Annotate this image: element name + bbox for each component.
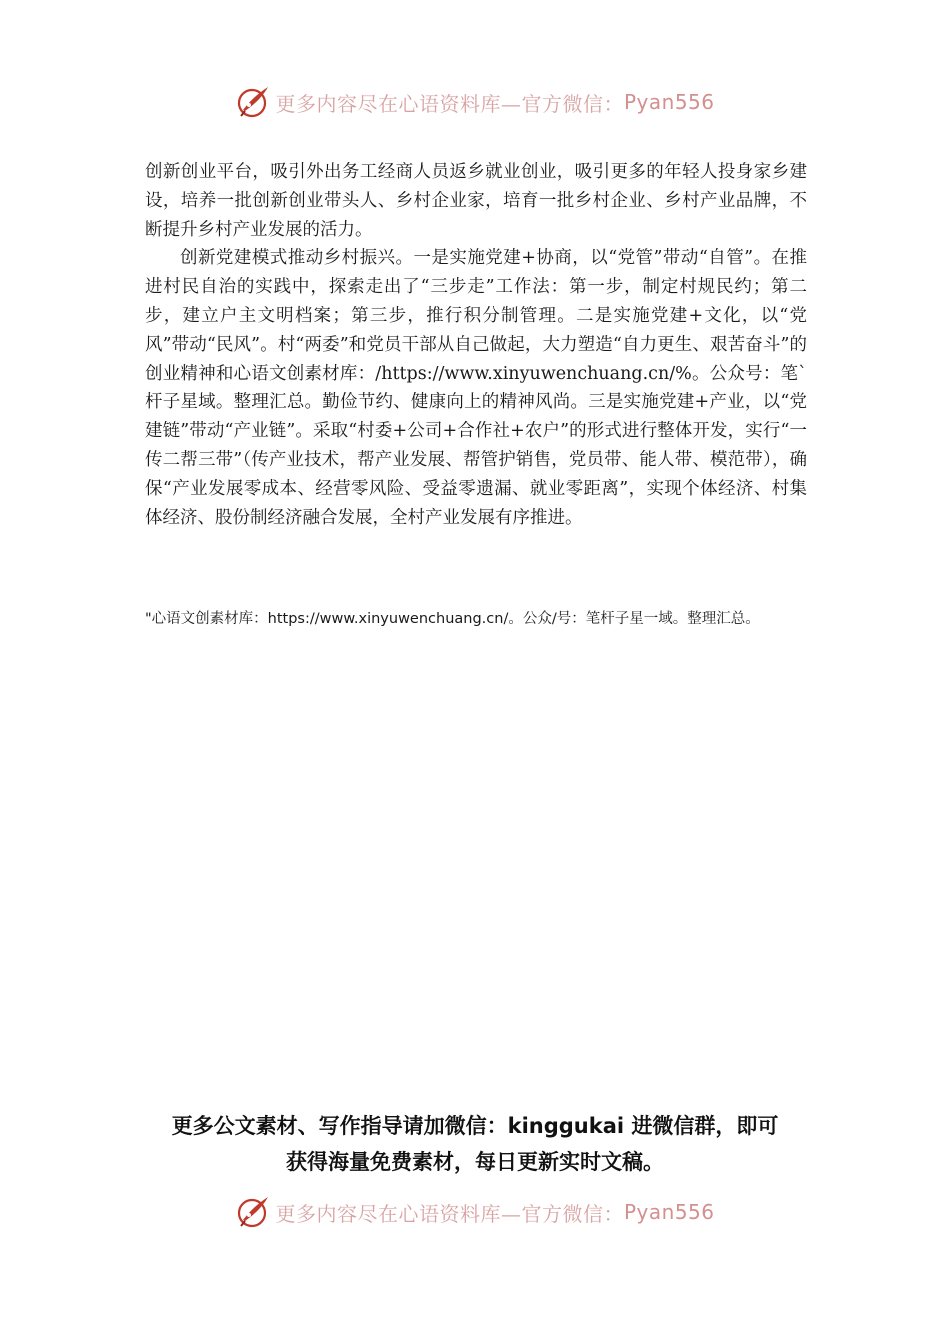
paragraph-1: 创新创业平台，吸引外出务工经商人员返乡就业创业，吸引更多的年轻人投身家乡建设，培养一批创新创业带头人、乡村企业家，培育一批乡村企业、乡村产业品牌，不断提升乡村产业发展的活力。	[145, 162, 807, 240]
document-body	[145, 158, 807, 532]
quill-pen-logo-icon	[235, 1194, 271, 1230]
banner-text: 更多内容尽在心语资料库—官方微信：	[275, 1201, 624, 1226]
source-note: "心语文创素材库：https://www.xinyuwenchuang.cn/。公众/号：笔杆子星一域。整理汇总。	[145, 611, 760, 627]
quill-pen-logo-icon	[235, 84, 271, 120]
wechat-handle: Pyan556	[623, 1200, 715, 1224]
paragraph-2: 创新党建模式推动乡村振兴。一是实施党建+协商，以“党管”带动“自管”。在推进村民自治的实践中，探索走出了“三步走”工作法：第一步，制定村规民约；第二步，建立户主文明档案；第三步，推行积分制管理。二是实施党建+文化，以“党风”带动“民风”。村“两委”和党员干部从自己做起，大力塑造“自力更生、艰苦奋斗”的创业精神和心语文创素材库：/https://www.xinyuwenchuang.cn/%。公众号：笔`杆子星域。整理汇总。勤俭节约、健康向上的精神风尚。三是实施党建+产业，以“党建链”带动“产业链”。采取“村委+公司+合作社+农户”的形式进行整体开发，实行“一传二帮三带”（传产业技术，帮产业发展、帮管护销售，党员带、能人带、模范带），确保“产业发展零成本、经营零风险、受益零遗漏、就业零距离”，实现个体经济、村集体经济、股份制经济融合发展，全村产业发展有序推进。	[145, 248, 807, 528]
wechat-handle: Pyan556	[623, 90, 715, 114]
footer-banner	[0, 1190, 950, 1234]
header-banner	[0, 80, 950, 124]
promo-line-2: 获得海量免费素材，每日更新实时文稿。	[286, 1150, 664, 1174]
promo-block	[0, 1108, 950, 1180]
promo-line-1: 更多公文素材、写作指导请加微信：kinggukai 进微信群，即可	[171, 1114, 779, 1138]
banner-text: 更多内容尽在心语资料库—官方微信：	[275, 91, 624, 116]
